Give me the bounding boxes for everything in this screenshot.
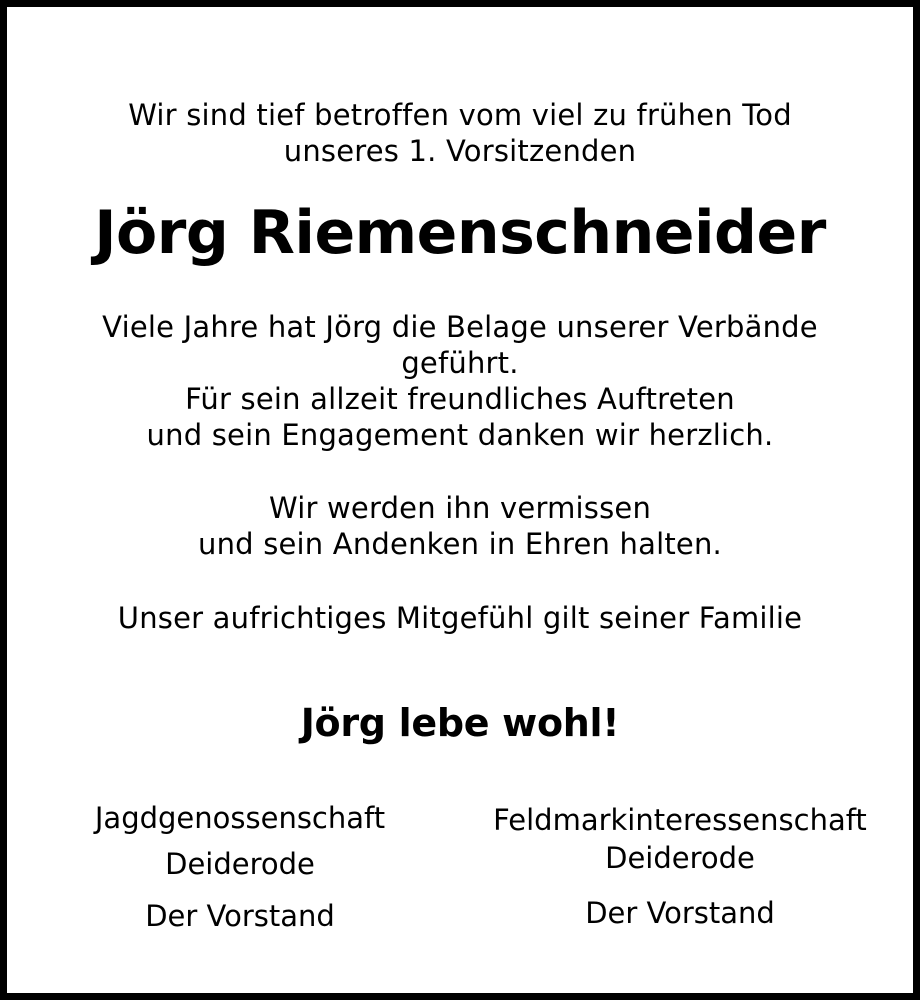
left-place: Deiderode	[165, 847, 315, 881]
intro-line-1: Wir sind tief betroffen vom viel zu frühen Tod	[128, 98, 792, 132]
right-organization: Feldmarkinteressenschaft	[493, 803, 867, 837]
tribute-line-3: Für sein allzeit freundliches Auftreten	[185, 382, 735, 416]
right-signer: Der Vorstand	[585, 896, 775, 930]
left-organization: Jagdgenossenschaft	[94, 801, 386, 835]
condolence-line: Unser aufrichtiges Mitgefühl gilt seiner Familie	[117, 601, 803, 635]
tribute-line-1: Viele Jahre hat Jörg die Belage unserer Verbände	[102, 310, 818, 344]
remembrance-line-2: und sein Andenken in Ehren halten.	[198, 527, 722, 561]
left-signer: Der Vorstand	[145, 899, 335, 933]
remembrance-line-1: Wir werden ihn vermissen	[268, 491, 652, 525]
farewell-heading: Jörg lebe wohl!	[300, 701, 620, 745]
intro-line-2: unseres 1. Vorsitzenden	[283, 134, 637, 168]
deceased-name: Jörg Riemenschneider	[94, 198, 826, 268]
tribute-line-4: und sein Engagement danken wir herzlich.	[146, 418, 774, 452]
right-place: Deiderode	[605, 841, 755, 875]
tribute-line-2: geführt.	[401, 346, 519, 380]
